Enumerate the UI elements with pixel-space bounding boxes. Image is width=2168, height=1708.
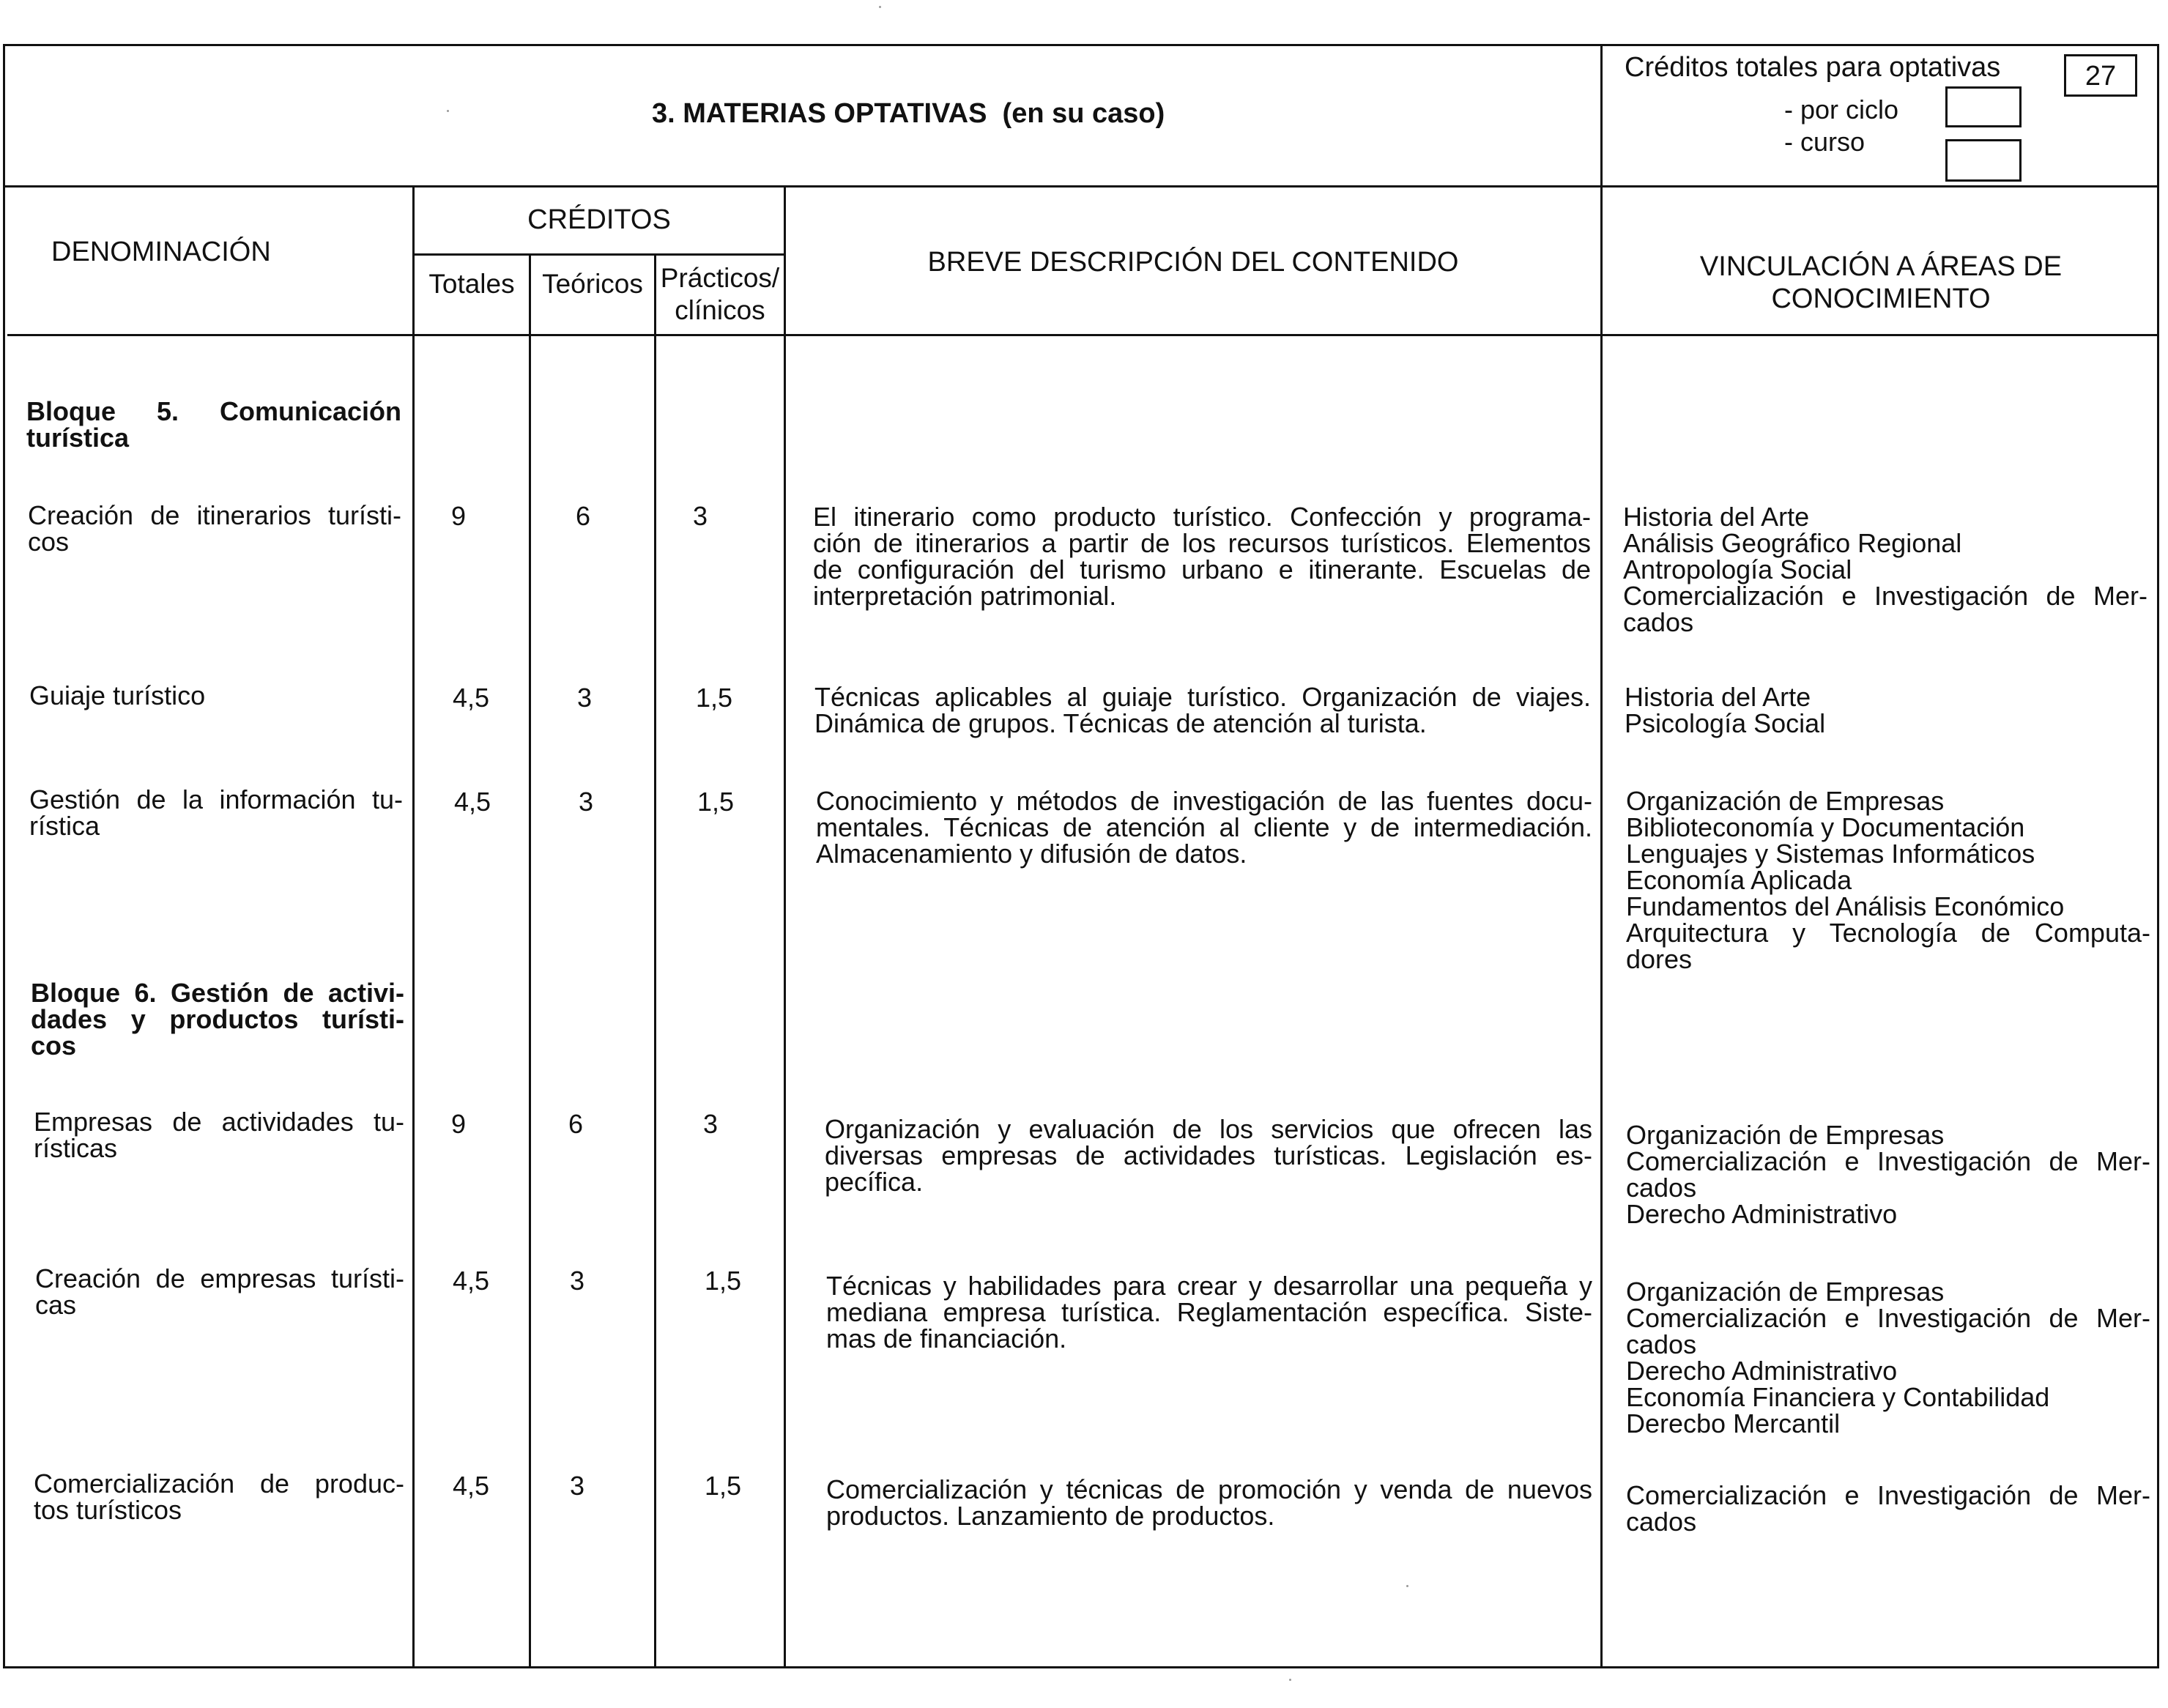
row-3-teoricos: 3 xyxy=(579,787,594,817)
block-heading-line: Bloque 6. Gestión de activi- xyxy=(31,978,404,1008)
course-label: - curso xyxy=(1784,127,1866,157)
per-cycle-label: - por ciclo xyxy=(1784,94,1899,125)
row-5-areas xyxy=(1626,1279,2150,1437)
header-divider xyxy=(3,185,2159,187)
header-totales: Totales xyxy=(428,269,515,299)
description-line: interpretación patrimonial. xyxy=(813,581,1117,611)
row-3-totales: 4,5 xyxy=(454,787,491,817)
row-1-totales: 9 xyxy=(451,501,467,531)
description-line: Organización y evaluación de los servicios que ofrecen las xyxy=(825,1114,1592,1144)
scan-speck xyxy=(1406,1585,1408,1587)
row-name-line: Empresas de actividades tu- xyxy=(34,1107,404,1137)
row-4-name xyxy=(34,1109,404,1162)
row-6-teoricos: 3 xyxy=(570,1471,585,1501)
row-2-areas xyxy=(1625,684,2149,737)
column-divider-totales xyxy=(529,253,531,1668)
row-4-teoricos: 6 xyxy=(568,1109,584,1139)
column-divider-denominacion xyxy=(412,185,415,1668)
row-2-name xyxy=(29,680,403,710)
column-divider-practicos xyxy=(784,185,786,1668)
row-1-name xyxy=(28,502,401,555)
description-line: Técnicas aplicables al guiaje turístico. Organización de viajes. xyxy=(814,682,1591,712)
row-2-description xyxy=(814,684,1591,737)
row-name-line: cos xyxy=(28,527,70,557)
row-1-teoricos: 6 xyxy=(576,501,591,531)
credits-total-value: 27 xyxy=(2085,61,2117,92)
block-heading-line: cos xyxy=(31,1031,77,1061)
creditos-subheader-divider xyxy=(412,253,786,256)
area-line: cados xyxy=(1623,607,1694,637)
row-3-name xyxy=(29,784,403,841)
header-vinculacion-1: VINCULACIÓN A ÁREAS DE xyxy=(1699,251,2063,282)
credits-total-label: Créditos totales para optativas xyxy=(1625,52,2001,83)
row-name-line: rística xyxy=(29,811,100,841)
row-2-practicos: 1,5 xyxy=(696,683,733,713)
area-line: Economía Aplicada xyxy=(1626,865,1852,895)
description-line: El itinerario como producto turístico. Confección y programa- xyxy=(813,502,1591,532)
area-line: Organización de Empresas xyxy=(1626,1120,1945,1150)
row-5-totales: 4,5 xyxy=(453,1266,490,1296)
area-line: Derecbo Mercantil xyxy=(1626,1408,1841,1438)
row-4-areas xyxy=(1626,1122,2150,1228)
area-line: Comercialización e Investigación de Mer- xyxy=(1626,1146,2150,1176)
area-line: Análisis Geográfico Regional xyxy=(1623,528,1962,558)
description-line: productos. Lanzamiento de productos. xyxy=(826,1501,1275,1531)
header-creditos: CRÉDITOS xyxy=(527,204,671,235)
row-4-totales: 9 xyxy=(451,1109,467,1139)
scan-speck xyxy=(1289,1679,1291,1681)
description-line: Almacenamiento y difusión de datos. xyxy=(816,839,1247,869)
row-4-description xyxy=(825,1116,1592,1195)
column-header-divider xyxy=(7,334,2159,336)
header-practicos-1: Prácticos/ xyxy=(660,263,780,293)
row-name-line: Guiaje turístico xyxy=(29,680,206,710)
area-line: Antropología Social xyxy=(1623,554,1852,584)
row-1-description xyxy=(813,504,1591,609)
area-line: Economía Financiera y Contabilidad xyxy=(1626,1382,2050,1412)
row-2-totales: 4,5 xyxy=(453,683,490,713)
area-line: Derecho Administrativo xyxy=(1626,1356,1898,1386)
area-line: cados xyxy=(1626,1329,1697,1359)
section-title: 3. MATERIAS OPTATIVAS (en su caso) xyxy=(652,98,1165,129)
description-line: Conocimiento y métodos de investigación de las fuentes docu- xyxy=(816,786,1592,816)
row-name-line: cas xyxy=(35,1290,77,1320)
block-heading-6 xyxy=(31,980,404,1059)
scan-speck xyxy=(447,110,449,112)
area-line: Derecho Administrativo xyxy=(1626,1199,1898,1229)
row-name-line: Comercialización de produc- xyxy=(34,1468,404,1499)
description-line: pecífica. xyxy=(825,1167,924,1197)
row-3-practicos: 1,5 xyxy=(697,787,735,817)
area-line: cados xyxy=(1626,1173,1697,1203)
area-line: Biblioteconomía y Documentación xyxy=(1626,812,2025,842)
row-name-line: rísticas xyxy=(34,1133,118,1163)
description-line: Dinámica de grupos. Técnicas de atención al turista. xyxy=(814,708,1427,738)
block-heading-5 xyxy=(26,398,401,451)
row-5-practicos: 1,5 xyxy=(705,1266,742,1296)
header-descripcion: BREVE DESCRIPCIÓN DEL CONTENIDO xyxy=(927,247,1459,278)
course-box xyxy=(1945,139,2022,182)
header-teoricos: Teóricos xyxy=(542,269,643,299)
area-line: Comercialización e Investigación de Mer- xyxy=(1626,1303,2150,1333)
row-1-practicos: 3 xyxy=(693,501,708,531)
area-line: dores xyxy=(1626,944,1693,974)
area-line: Comercialización e Investigación de Mer- xyxy=(1623,581,2147,611)
description-line: mentales. Técnicas de atención al cliente y de intermediación. xyxy=(816,812,1592,842)
description-line: Técnicas y habilidades para crear y desarrollar una pequeña y xyxy=(826,1271,1592,1301)
area-line: Arquitectura y Tecnología de Computa- xyxy=(1626,918,2150,948)
area-line: Organización de Empresas xyxy=(1626,1277,1945,1307)
area-line: Historia del Arte xyxy=(1625,682,1811,712)
area-line: Psicología Social xyxy=(1625,708,1826,738)
row-6-description xyxy=(826,1474,1592,1531)
row-3-description xyxy=(816,788,1592,867)
row-6-totales: 4,5 xyxy=(453,1471,490,1501)
area-line: Lenguajes y Sistemas Informáticos xyxy=(1626,839,2035,869)
per-cycle-box xyxy=(1945,86,2022,127)
row-name-line: Gestión de la información tu- xyxy=(29,784,403,814)
description-line: ción de itinerarios a partir de los recursos turísticos. Elementos xyxy=(813,528,1591,558)
row-name-line: Creación de itinerarios turísti- xyxy=(28,500,401,530)
row-2-teoricos: 3 xyxy=(577,683,593,713)
area-line: Historia del Arte xyxy=(1623,502,1810,532)
row-name-line: tos turísticos xyxy=(34,1495,182,1525)
row-6-areas xyxy=(1626,1482,2150,1535)
row-5-name xyxy=(35,1263,404,1320)
header-denominacion: DENOMINACIÓN xyxy=(51,237,271,267)
row-name-line: Creación de empresas turísti- xyxy=(35,1263,404,1293)
row-6-name xyxy=(34,1468,404,1525)
row-5-teoricos: 3 xyxy=(570,1266,585,1296)
row-5-description xyxy=(826,1273,1592,1352)
block-heading-line: Bloque 5. Comunicación xyxy=(26,396,401,426)
header-vinculacion-2: CONOCIMIENTO xyxy=(1771,283,1991,314)
description-line: diversas empresas de actividades turísticas. Legislación es- xyxy=(825,1140,1592,1170)
row-3-areas xyxy=(1626,788,2150,973)
row-4-practicos: 3 xyxy=(703,1109,719,1139)
scan-speck xyxy=(879,6,881,8)
area-line: Fundamentos del Análisis Económico xyxy=(1626,891,2065,921)
row-6-practicos: 1,5 xyxy=(705,1471,742,1501)
row-1-areas xyxy=(1623,504,2147,636)
area-line: Organización de Empresas xyxy=(1626,786,1945,816)
block-heading-line: turística xyxy=(26,423,130,453)
area-line: cados xyxy=(1626,1507,1697,1537)
description-line: mas de financiación. xyxy=(826,1323,1067,1354)
header-practicos-2: clínicos xyxy=(675,295,765,325)
block-heading-line: dades y productos turísti- xyxy=(31,1004,404,1034)
description-line: Comercialización y técnicas de promoción y venda de nuevos xyxy=(826,1474,1592,1504)
column-divider-teoricos xyxy=(654,253,656,1668)
description-line: mediana empresa turística. Reglamentación específica. Siste- xyxy=(826,1297,1592,1327)
area-line: Comercialización e Investigación de Mer- xyxy=(1626,1480,2150,1510)
description-line: de configuración del turismo urbano e itinerante. Escuelas de xyxy=(813,554,1591,584)
